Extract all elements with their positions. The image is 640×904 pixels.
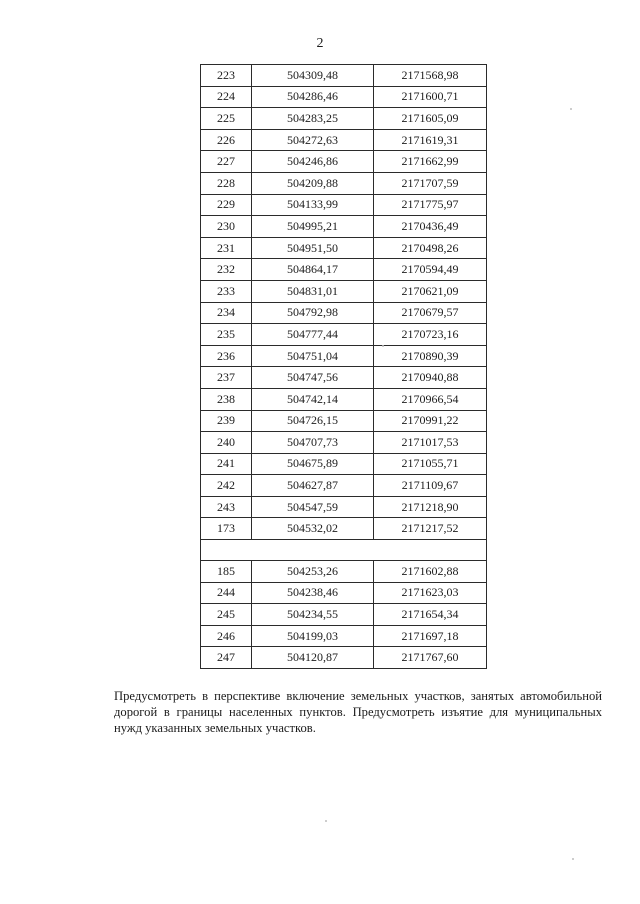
table-separator-row: [201, 540, 487, 561]
point-number-cell: 225: [201, 108, 252, 130]
table-row: [201, 259, 487, 281]
y-coordinate-cell: 2171605,09: [374, 108, 487, 130]
y-coordinate-cell: 2171697,18: [374, 625, 487, 647]
y-coordinate-cell: 2171600,71: [374, 86, 487, 108]
x-coordinate-cell: 504272,63: [252, 129, 374, 151]
y-coordinate-cell: 2171619,31: [374, 129, 487, 151]
table-row: [201, 496, 487, 518]
point-number-cell: 246: [201, 625, 252, 647]
table-row: [201, 216, 487, 238]
y-coordinate-cell: 2171707,59: [374, 172, 487, 194]
y-coordinate-cell: 2171217,52: [374, 518, 487, 540]
table-row: [201, 453, 487, 475]
x-coordinate-cell: 504209,88: [252, 172, 374, 194]
y-coordinate-cell: 2170594,49: [374, 259, 487, 281]
scan-speck: [382, 345, 384, 347]
y-coordinate-cell: 2171662,99: [374, 151, 487, 173]
table-row: [201, 86, 487, 108]
point-number-cell: 230: [201, 216, 252, 238]
point-number-cell: 240: [201, 432, 252, 454]
y-coordinate-cell: 2171017,53: [374, 432, 487, 454]
y-coordinate-cell: 2171109,67: [374, 475, 487, 497]
y-coordinate-cell: 2170679,57: [374, 302, 487, 324]
table-row: [201, 345, 487, 367]
x-coordinate-cell: 504742,14: [252, 388, 374, 410]
y-coordinate-cell: 2170890,39: [374, 345, 487, 367]
table-row: [201, 280, 487, 302]
point-number-cell: 185: [201, 561, 252, 583]
point-number-cell: 232: [201, 259, 252, 281]
x-coordinate-cell: 504283,25: [252, 108, 374, 130]
table-row: [201, 561, 487, 583]
table-row: [201, 625, 487, 647]
point-number-cell: 173: [201, 518, 252, 540]
scan-speck: [572, 858, 574, 860]
point-number-cell: 239: [201, 410, 252, 432]
point-number-cell: 247: [201, 647, 252, 669]
point-number-cell: 244: [201, 582, 252, 604]
table-row: [201, 65, 487, 87]
x-coordinate-cell: 504286,46: [252, 86, 374, 108]
point-number-cell: 234: [201, 302, 252, 324]
table-row: [201, 647, 487, 669]
note-paragraph: Предусмотреть в перспективе включение земельных участков, занятых автомобильной дорогой в границы населенных пунктов. Предусмотреть изъятие для муниципальных нужд указанных земельных участков.: [114, 689, 602, 736]
point-number-cell: 243: [201, 496, 252, 518]
x-coordinate-cell: 504253,26: [252, 561, 374, 583]
point-number-cell: 237: [201, 367, 252, 389]
x-coordinate-cell: 504532,02: [252, 518, 374, 540]
y-coordinate-cell: 2171568,98: [374, 65, 487, 87]
coordinates-table-body: [201, 65, 487, 669]
table-row: [201, 302, 487, 324]
scan-speck: [325, 820, 327, 822]
point-number-cell: 245: [201, 604, 252, 626]
point-number-cell: 223: [201, 65, 252, 87]
x-coordinate-cell: 504133,99: [252, 194, 374, 216]
x-coordinate-cell: 504726,15: [252, 410, 374, 432]
x-coordinate-cell: 504547,59: [252, 496, 374, 518]
point-number-cell: 241: [201, 453, 252, 475]
point-number-cell: 238: [201, 388, 252, 410]
x-coordinate-cell: 504707,73: [252, 432, 374, 454]
page-number: 2: [316, 36, 324, 51]
point-number-cell: 226: [201, 129, 252, 151]
table-row: [201, 432, 487, 454]
point-number-cell: 231: [201, 237, 252, 259]
table-row: [201, 582, 487, 604]
y-coordinate-cell: 2171654,34: [374, 604, 487, 626]
y-coordinate-cell: 2170436,49: [374, 216, 487, 238]
x-coordinate-cell: 504238,46: [252, 582, 374, 604]
x-coordinate-cell: 504864,17: [252, 259, 374, 281]
x-coordinate-cell: 504951,50: [252, 237, 374, 259]
x-coordinate-cell: 504831,01: [252, 280, 374, 302]
table-row: [201, 475, 487, 497]
x-coordinate-cell: 504627,87: [252, 475, 374, 497]
table-row: [201, 604, 487, 626]
x-coordinate-cell: 504675,89: [252, 453, 374, 475]
coordinates-table: [200, 64, 487, 669]
table-row: [201, 151, 487, 173]
table-row: [201, 194, 487, 216]
y-coordinate-cell: 2170621,09: [374, 280, 487, 302]
x-coordinate-cell: 504995,21: [252, 216, 374, 238]
table-row: [201, 172, 487, 194]
x-coordinate-cell: 504246,86: [252, 151, 374, 173]
point-number-cell: 236: [201, 345, 252, 367]
y-coordinate-cell: 2171602,88: [374, 561, 487, 583]
x-coordinate-cell: 504120,87: [252, 647, 374, 669]
point-number-cell: 228: [201, 172, 252, 194]
table-row: [201, 129, 487, 151]
y-coordinate-cell: 2170940,88: [374, 367, 487, 389]
separator-cell: [201, 540, 487, 561]
point-number-cell: 235: [201, 324, 252, 346]
table-row: [201, 388, 487, 410]
y-coordinate-cell: 2170991,22: [374, 410, 487, 432]
x-coordinate-cell: 504751,04: [252, 345, 374, 367]
y-coordinate-cell: 2171775,97: [374, 194, 487, 216]
table-row: [201, 518, 487, 540]
scan-speck: [570, 108, 572, 110]
table-row: [201, 367, 487, 389]
y-coordinate-cell: 2171055,71: [374, 453, 487, 475]
x-coordinate-cell: 504792,98: [252, 302, 374, 324]
y-coordinate-cell: 2170966,54: [374, 388, 487, 410]
x-coordinate-cell: 504309,48: [252, 65, 374, 87]
y-coordinate-cell: 2170498,26: [374, 237, 487, 259]
x-coordinate-cell: 504777,44: [252, 324, 374, 346]
y-coordinate-cell: 2171623,03: [374, 582, 487, 604]
y-coordinate-cell: 2170723,16: [374, 324, 487, 346]
point-number-cell: 242: [201, 475, 252, 497]
point-number-cell: 233: [201, 280, 252, 302]
point-number-cell: 224: [201, 86, 252, 108]
x-coordinate-cell: 504199,03: [252, 625, 374, 647]
point-number-cell: 227: [201, 151, 252, 173]
table-row: [201, 324, 487, 346]
y-coordinate-cell: 2171767,60: [374, 647, 487, 669]
table-row: [201, 237, 487, 259]
point-number-cell: 229: [201, 194, 252, 216]
x-coordinate-cell: 504234,55: [252, 604, 374, 626]
table-row: [201, 410, 487, 432]
table-row: [201, 108, 487, 130]
y-coordinate-cell: 2171218,90: [374, 496, 487, 518]
x-coordinate-cell: 504747,56: [252, 367, 374, 389]
